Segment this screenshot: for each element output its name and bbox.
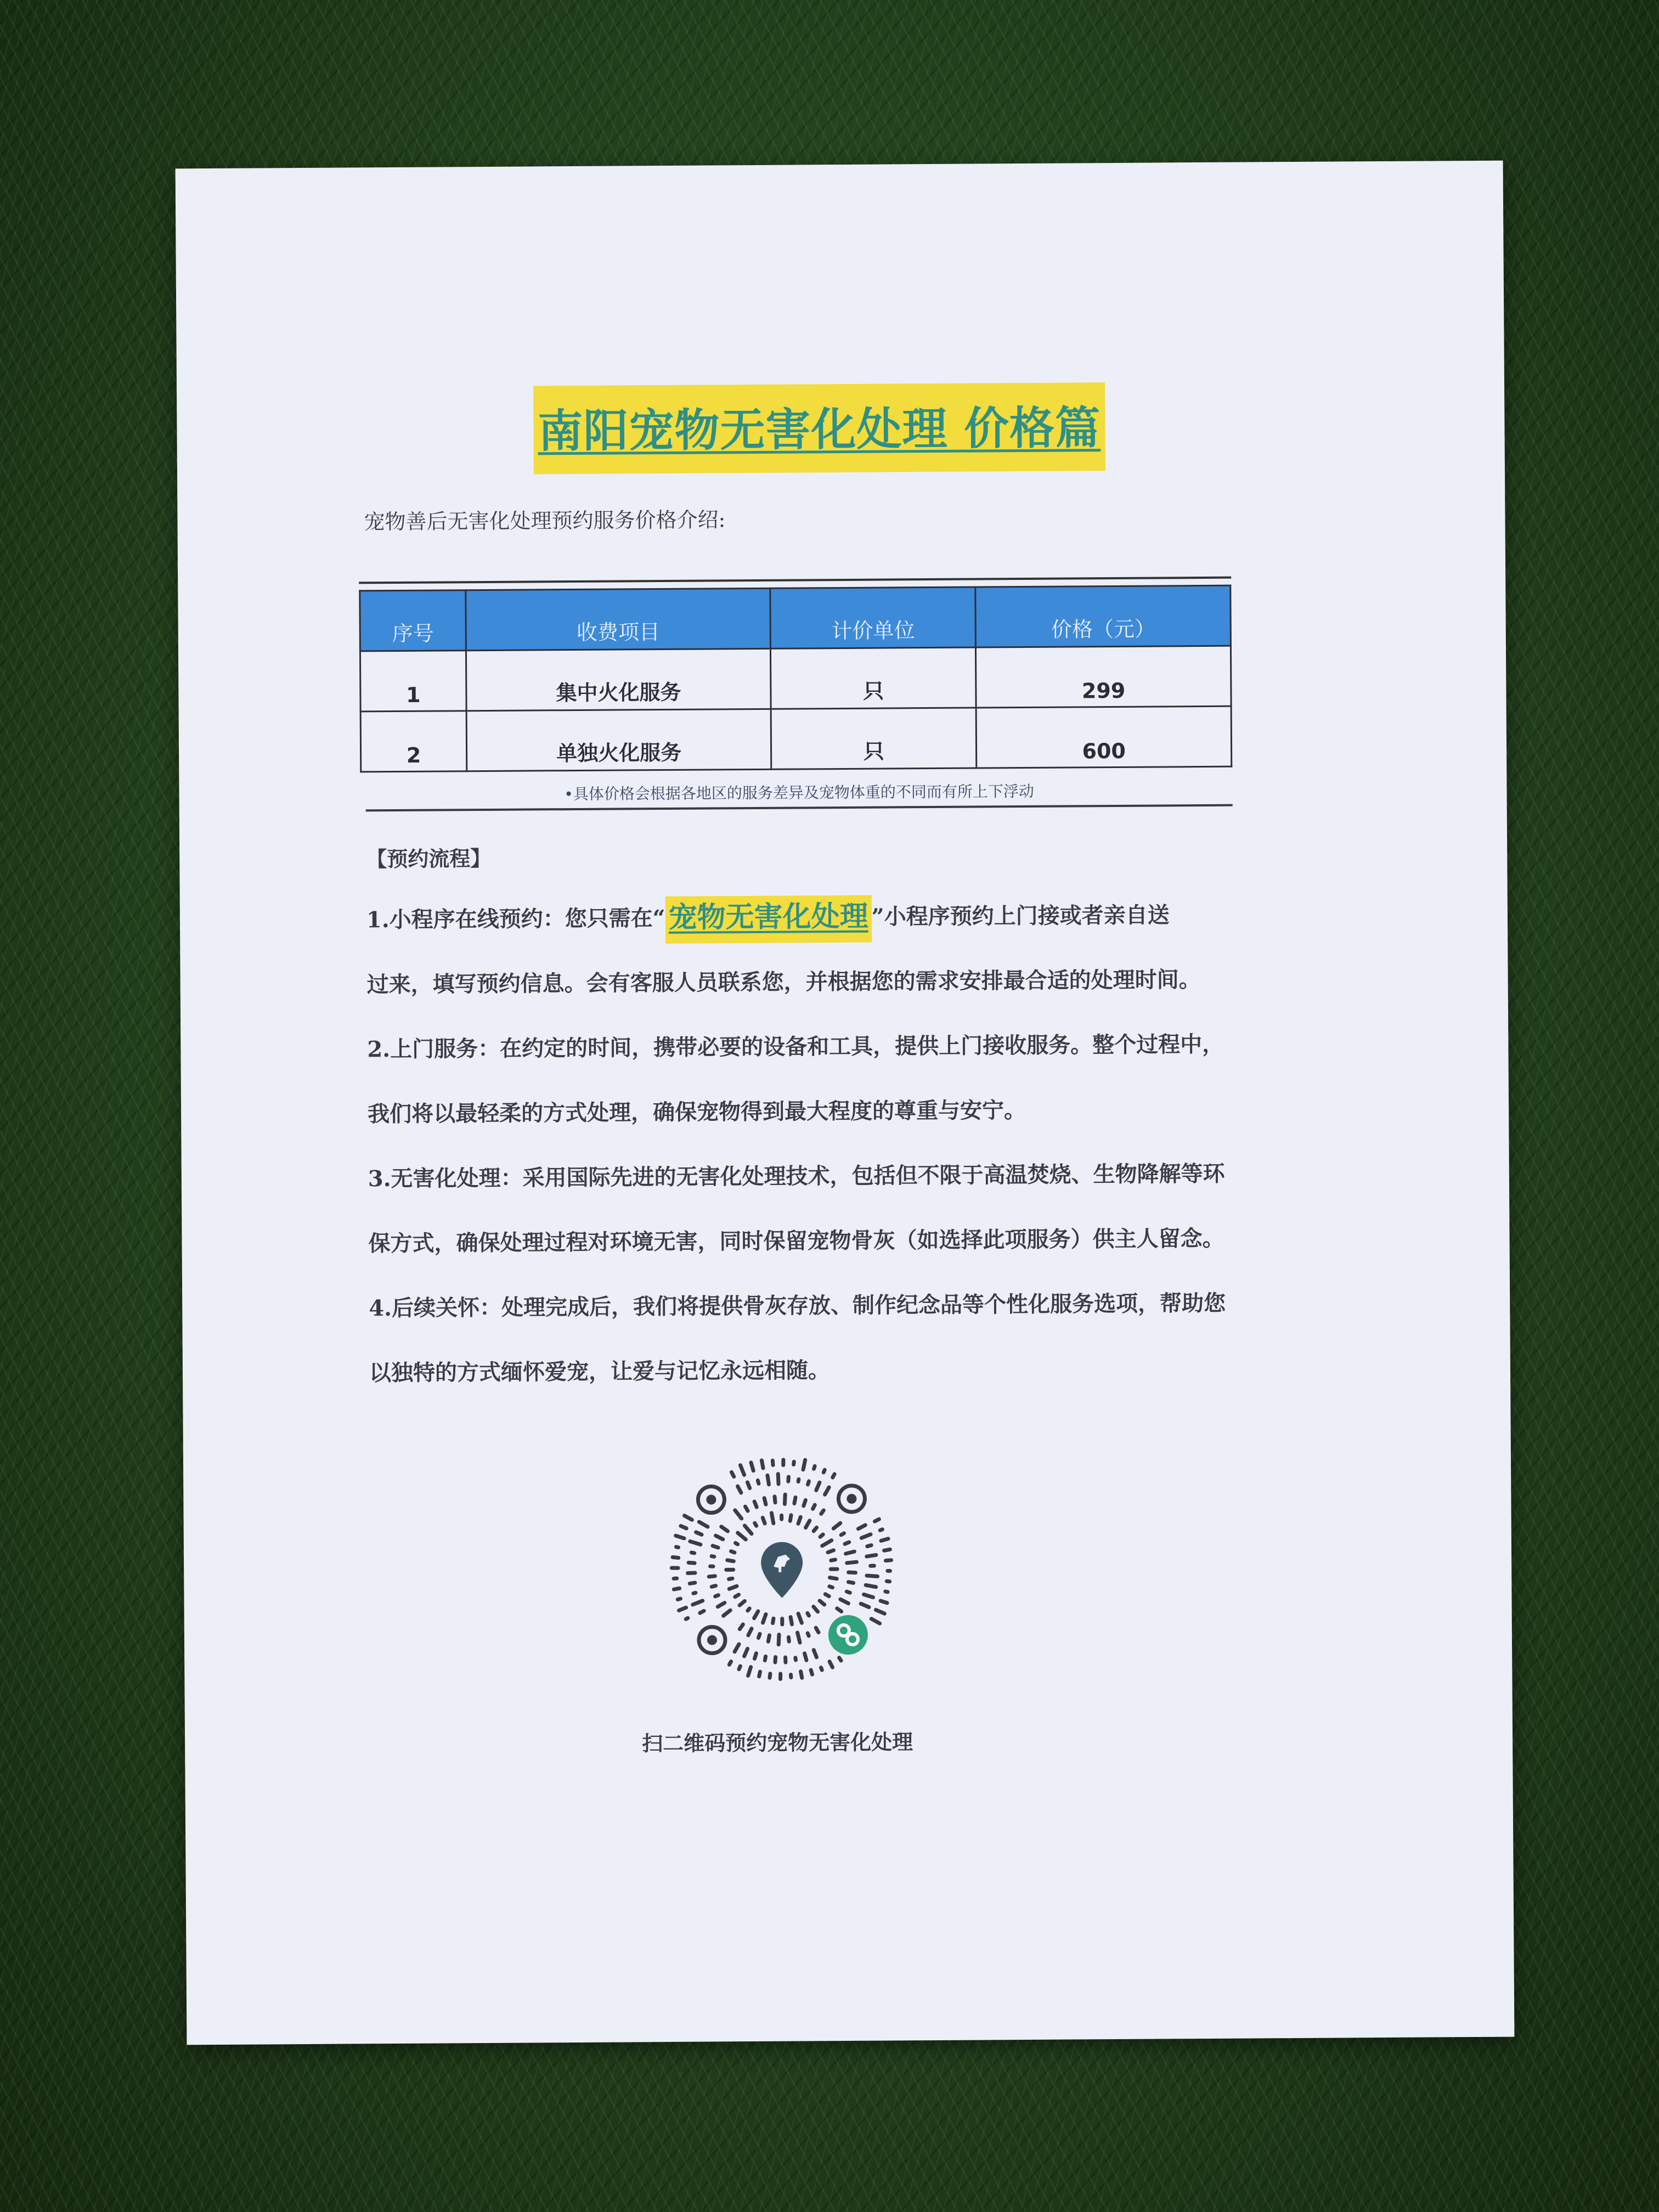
qr-ray-mark	[712, 1585, 715, 1587]
qr-ray-mark	[735, 1595, 739, 1597]
qr-ray-mark	[748, 1609, 749, 1611]
qr-ray-mark	[805, 1654, 806, 1660]
qr-ray-mark	[721, 1527, 728, 1531]
qr-ray-mark	[795, 1658, 796, 1660]
qr-ray-mark	[814, 1606, 818, 1611]
qr-ray-mark	[846, 1551, 855, 1554]
qr-ray-mark	[820, 1534, 823, 1537]
qr-ray-mark	[744, 1526, 752, 1534]
row-index: 2	[360, 711, 467, 772]
qr-ray-mark	[740, 1624, 743, 1629]
qr-ray-mark	[808, 1633, 809, 1636]
document-title: 南阳宠物无害化处理 价格篇	[533, 382, 1105, 474]
table-row	[360, 706, 1232, 772]
qr-ray-mark	[867, 1555, 876, 1556]
qr-ray-mark	[861, 1604, 869, 1607]
qr-ray-mark	[833, 1474, 834, 1477]
qr-ray-mark	[738, 1533, 746, 1539]
pet-location-pin-icon	[748, 1532, 816, 1601]
qr-ray-mark	[696, 1532, 702, 1535]
qr-ray-mark	[690, 1541, 701, 1544]
qr-ray-mark	[709, 1576, 715, 1577]
qr-ray-mark	[788, 1477, 789, 1481]
qr-ray-mark	[816, 1628, 819, 1632]
qr-ray-mark	[858, 1525, 865, 1529]
row-unit: 只	[771, 708, 977, 769]
step-3-line-1: 3.无害化处理：采用国际先进的无害化处理技术，包括但不限于高温焚烧、生物降解等环	[368, 1160, 1225, 1192]
row-price: 299	[976, 646, 1231, 708]
step-2-line-1: 2.上门服务：在约定的时间，携带必要的设备和工具，提供上门接收服务。整个过程中，	[367, 1031, 1224, 1063]
qr-ray-mark	[867, 1576, 877, 1577]
qr-ray-mark	[763, 1614, 766, 1623]
note-divider	[366, 804, 1233, 812]
qr-ray-mark	[768, 1635, 769, 1641]
header-item: 收费项目	[466, 588, 771, 650]
qr-ray-mark	[693, 1601, 703, 1605]
row-unit: 只	[771, 647, 977, 709]
qr-ray-mark	[847, 1562, 857, 1563]
qr-ray-mark	[808, 1481, 809, 1485]
step-1-text-b: ”小程序预约上门接或者亲自送	[871, 902, 1170, 930]
paper-sheet	[176, 161, 1515, 2045]
qr-ray-mark	[751, 1463, 753, 1471]
step-3-line-2: 保方式，确保处理过程对环境无害，同时保留宠物骨灰（如选择此项服务）供主人留念。	[368, 1225, 1224, 1257]
qr-ray-mark	[887, 1581, 889, 1582]
qr-ray-mark	[821, 1668, 822, 1671]
qr-ray-mark	[773, 1618, 774, 1623]
qr-ray-mark	[840, 1599, 849, 1604]
qr-ray-mark	[754, 1502, 757, 1507]
price-note: •具体价格会根据各地区的服务差异及宠物体重的不同而有所上下浮动	[564, 782, 1034, 804]
qr-ray-mark	[825, 1487, 830, 1494]
qr-ray-mark	[867, 1545, 871, 1547]
qr-ray-mark	[808, 1613, 809, 1616]
step-2-line-2: 我们将以最轻柔的方式处理，确保宠物得到最大程度的尊重与安宁。	[367, 1097, 1026, 1127]
qr-ray-mark	[798, 1517, 800, 1523]
qr-ray-mark	[798, 1479, 799, 1481]
qr-ray-mark	[686, 1618, 688, 1619]
qr-ray-mark	[884, 1549, 890, 1550]
qr-ray-mark	[740, 1601, 744, 1605]
step-4-line-1: 4.后续关怀：处理完成后，我们将提供骨灰存放、制作纪念品等个性化服务选项，帮助您	[369, 1290, 1226, 1322]
qr-ray-mark	[681, 1526, 686, 1528]
qr-ray-mark	[880, 1530, 882, 1531]
qr-ray-mark	[713, 1546, 718, 1548]
qr-ray-mark	[805, 1521, 809, 1528]
qr-ray-mark	[771, 1513, 773, 1523]
mini-program-link-icon	[828, 1615, 868, 1655]
qr-ray-mark	[833, 1523, 840, 1528]
qr-ray-mark	[885, 1560, 891, 1561]
qr-ray-mark	[716, 1536, 723, 1539]
qr-ray-mark	[798, 1613, 802, 1623]
step-1-line-1	[366, 883, 1245, 953]
process-title: 【预约流程】	[366, 845, 492, 872]
table-row	[360, 646, 1231, 712]
qr-ray-mark	[754, 1611, 758, 1618]
row-price: 600	[976, 706, 1231, 768]
qr-ray-mark	[739, 1666, 741, 1669]
qr-ray-mark	[772, 1460, 773, 1465]
qr-ray-mark	[729, 1586, 737, 1589]
price-table	[359, 585, 1232, 773]
qr-ray-mark	[871, 1619, 879, 1624]
table-top-rule	[359, 577, 1231, 584]
qr-ray-mark	[748, 1629, 752, 1635]
qr-ray-mark	[744, 1649, 748, 1656]
qr-ray-mark	[764, 1498, 766, 1505]
qr-ray-mark	[727, 1560, 734, 1561]
qr-ray-mark	[837, 1609, 842, 1612]
qr-ray-mark	[723, 1610, 730, 1616]
qr-ray-mark	[741, 1465, 744, 1475]
process-section	[366, 837, 1247, 1406]
qr-ray-mark	[745, 1506, 748, 1511]
step-1-line-2: 过来，填写预约信息。会有客服人员联系您，并根据您的需求安排最合适的处理时间。	[366, 967, 1201, 998]
qr-ray-mark	[731, 1551, 735, 1553]
qr-ray-mark	[828, 1550, 833, 1553]
qr-ray-mark	[676, 1536, 684, 1538]
intro-text: 宠物善后无害化处理预约服务价格介绍:	[364, 507, 726, 534]
mini-program-name-highlight: 宠物无害化处理	[665, 895, 872, 944]
qr-ray-mark	[825, 1594, 829, 1596]
title-wrap	[533, 382, 1105, 474]
qr-ray-mark	[761, 1460, 763, 1468]
qr-ray-mark	[814, 1527, 816, 1531]
qr-ray-mark	[881, 1539, 888, 1541]
qr-ray-mark	[791, 1617, 792, 1624]
qr-ray-mark	[673, 1557, 679, 1558]
qr-ray-mark	[848, 1582, 853, 1583]
qr-ray-mark	[861, 1534, 871, 1538]
qr-ray-mark	[699, 1522, 708, 1527]
qr-ray-mark	[813, 1505, 815, 1509]
qr-ray-mark	[729, 1662, 731, 1665]
qr-ray-mark	[754, 1654, 756, 1659]
qr-ray-mark	[715, 1595, 719, 1596]
qr-ray-mark	[830, 1577, 837, 1578]
header-unit: 计价单位	[770, 587, 976, 648]
qr-ray-mark	[676, 1547, 678, 1548]
qr-ray-mark	[735, 1644, 739, 1652]
step-4-line-2: 以独特的方式缅怀爱宠，让爱与记忆永远相随。	[369, 1357, 831, 1386]
qr-ray-mark	[775, 1657, 776, 1662]
qr-ray-mark	[864, 1594, 873, 1597]
qr-ray-mark	[790, 1515, 791, 1521]
step-1-text-a: 1.小程序在线预约：您只需在“	[366, 905, 665, 933]
qr-ray-mark	[866, 1585, 876, 1587]
qr-ray-mark	[689, 1562, 695, 1563]
header-price: 价格（元）	[975, 585, 1231, 647]
qr-ray-mark	[845, 1542, 849, 1544]
qr-ray-mark	[814, 1466, 815, 1469]
qr-ray-mark	[820, 1601, 825, 1605]
qr-ray-mark	[731, 1472, 733, 1476]
qr-ray-mark	[738, 1486, 741, 1493]
qr-ray-mark	[735, 1510, 742, 1519]
qr-ray-mark	[759, 1672, 760, 1677]
qr-ray-mark	[755, 1523, 757, 1526]
qr-ray-mark	[788, 1637, 789, 1641]
mini-program-qr-code[interactable]	[666, 1453, 898, 1685]
qr-ray-mark	[876, 1610, 884, 1613]
qr-ray-mark	[816, 1482, 820, 1490]
qr-ray-mark	[847, 1592, 850, 1593]
qr-ray-mark	[736, 1543, 738, 1544]
qr-ray-mark	[823, 1470, 825, 1472]
qr-ray-mark	[674, 1588, 679, 1589]
qr-ray-mark	[700, 1611, 704, 1613]
qr-ray-mark	[821, 1510, 824, 1514]
qr-ray-mark	[729, 1578, 732, 1579]
qr-ray-mark	[841, 1533, 844, 1535]
qr-ray-mark	[874, 1519, 879, 1521]
row-index: 1	[360, 651, 466, 712]
qr-ray-mark	[747, 1482, 749, 1488]
row-item: 单独火化服务	[466, 709, 771, 771]
qr-ray-mark	[811, 1670, 812, 1674]
qr-ray-mark	[758, 1634, 760, 1638]
row-item: 集中火化服务	[466, 648, 771, 710]
qr-ray-mark	[748, 1667, 751, 1676]
qr-ray-mark	[822, 1541, 832, 1546]
qr-ray-mark	[778, 1635, 779, 1645]
qr-ray-mark	[881, 1601, 887, 1603]
qr-ray-mark	[794, 1497, 795, 1503]
qr-ray-mark	[718, 1602, 725, 1606]
qr-ray-mark	[798, 1633, 800, 1643]
qr-ray-mark	[763, 1517, 765, 1523]
qr-ray-mark	[768, 1475, 769, 1485]
qr-ray-mark	[830, 1662, 832, 1668]
qr-ray-mark	[803, 1460, 805, 1470]
qr-ray-mark	[830, 1587, 833, 1588]
qr-ray-mark	[679, 1607, 686, 1610]
table-header-row	[360, 585, 1231, 651]
header-index: 序号	[360, 590, 466, 651]
qr-ray-mark	[814, 1650, 816, 1657]
qr-ray-mark	[804, 1500, 806, 1505]
qr-ray-mark	[685, 1516, 692, 1520]
qr-ray-mark	[849, 1572, 856, 1573]
qr-caption: 扫二维码预约宠物无害化处理	[641, 1729, 913, 1756]
qr-ray-mark	[758, 1481, 759, 1484]
qr-ray-mark	[839, 1658, 841, 1661]
qr-ray-mark	[801, 1672, 802, 1678]
